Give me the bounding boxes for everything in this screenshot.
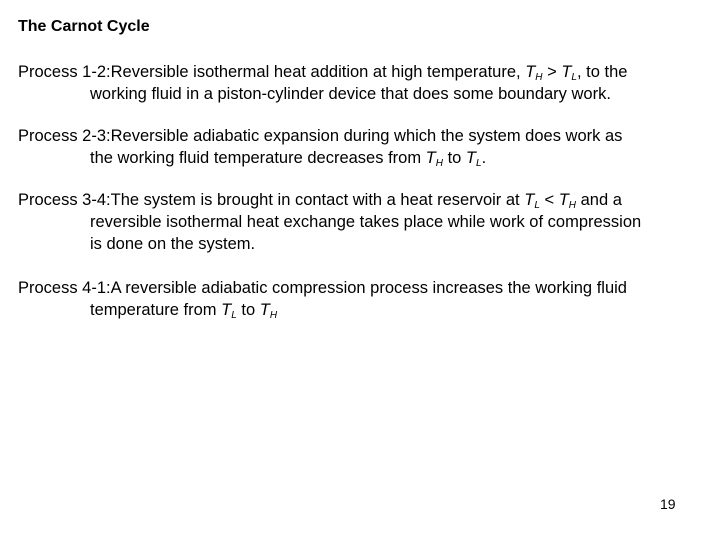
process-1-2-line-1: Process 1-2:Reversible isothermal heat addition at high temperature, $T_H > T_L$, to the: [18, 63, 628, 83]
symbol-t: T: [259, 301, 270, 319]
process-2-3-line-1: Process 2-3:Reversible adiabatic expansion during which the system does work as: [18, 127, 623, 145]
process-1-2-line-2: working fluid in a piston-cylinder device that does some boundary work.: [90, 85, 611, 103]
process-3-4-line-2: reversible isothermal heat exchange takes place while work of compression: [90, 213, 642, 231]
symbol-t: T: [221, 301, 232, 319]
subscript-l: L: [476, 158, 482, 169]
subscript-h: H: [269, 310, 278, 321]
process-label: Process 2-3:: [18, 127, 111, 145]
process-2-3: [18, 125, 708, 169]
subscript-l: L: [571, 72, 577, 83]
subscript-h: H: [568, 200, 577, 211]
process-3-4-line-1: Process 3-4:The system is brought in contact with a heat reservoir at $T_L < T_H$ and a: [18, 191, 622, 211]
slide-title: The Carnot Cycle: [18, 18, 150, 35]
process-label: Process 4-1:: [18, 279, 111, 297]
process-3-4-line-3: is done on the system.: [90, 235, 256, 253]
symbol-t: T: [558, 191, 569, 209]
process-4-1-line-2: temperature from $T_L$ to $T_H$: [90, 301, 278, 321]
symbol-t: T: [525, 63, 536, 81]
process-3-4: [18, 189, 708, 255]
page-number: 19: [660, 496, 676, 512]
subscript-l: L: [534, 200, 540, 211]
symbol-t: T: [561, 63, 572, 81]
process-label: Process 3-4:: [18, 191, 111, 209]
subscript-l: L: [231, 310, 237, 321]
process-4-1: [18, 277, 708, 321]
symbol-t: T: [524, 191, 535, 209]
symbol-t: T: [425, 149, 436, 167]
subscript-h: H: [535, 72, 543, 83]
subscript-h: H: [435, 158, 443, 169]
process-2-3-line-2: the working fluid temperature decreases from $T_H$ to $T_L$.: [90, 149, 487, 169]
process-1-2: [18, 61, 708, 105]
process-label: Process 1-2:: [18, 63, 111, 81]
process-4-1-line-1: Process 4-1:A reversible adiabatic compression process increases the working fluid: [18, 279, 627, 297]
symbol-t: T: [465, 149, 477, 167]
